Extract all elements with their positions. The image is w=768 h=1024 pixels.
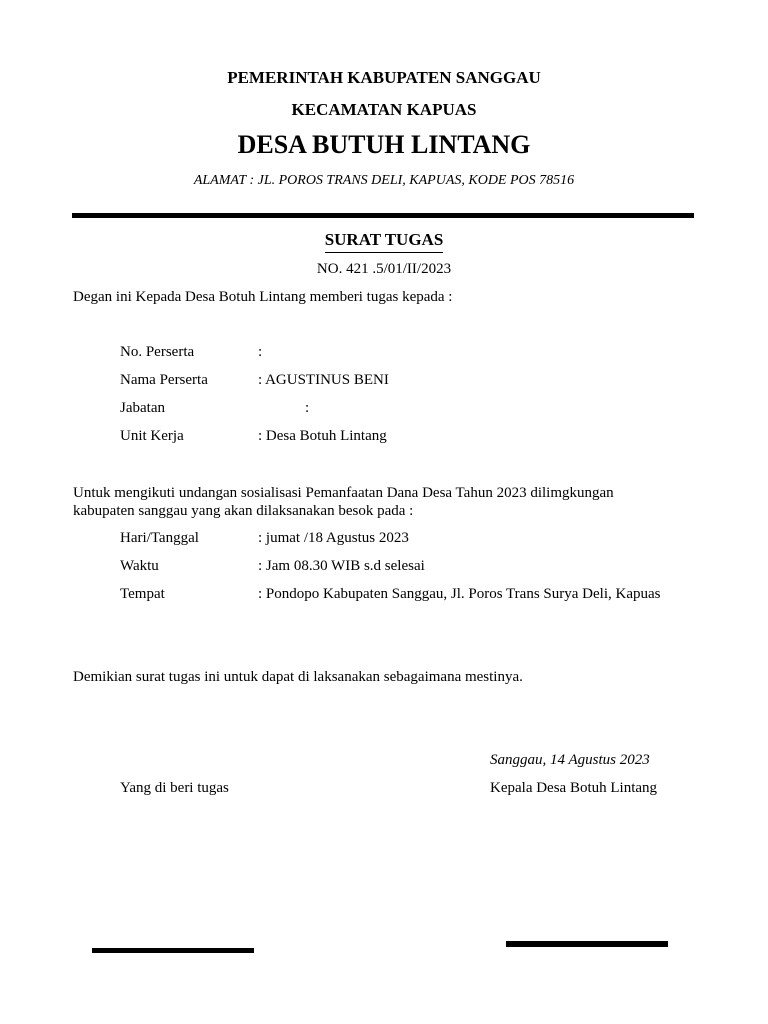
letter-title-wrap bbox=[0, 230, 768, 253]
time-label: Waktu bbox=[120, 558, 159, 574]
closing-text: Demikian surat tugas ini untuk dapat di laksanakan sebagaimana mestinya. bbox=[73, 669, 523, 685]
time-value: : Jam 08.30 WIB s.d selesai bbox=[258, 558, 425, 574]
village-head-label: Kepala Desa Botuh Lintang bbox=[490, 780, 658, 796]
recipient-label: Yang di beri tugas bbox=[120, 780, 229, 796]
recipient-signature-line bbox=[92, 948, 254, 953]
village-title: DESA BUTUH LINTANG bbox=[237, 130, 531, 159]
village-head-signature-line bbox=[506, 941, 668, 947]
work-unit-value: : Desa Botuh Lintang bbox=[258, 428, 387, 444]
place-label: Tempat bbox=[120, 586, 165, 602]
work-unit-label: Unit Kerja bbox=[120, 428, 184, 444]
participant-name-label: Nama Perserta bbox=[120, 372, 208, 388]
address-line: ALAMAT : JL. POROS TRANS DELI, KAPUAS, KODE POS 78516 bbox=[193, 173, 575, 188]
letter-number: NO. 421 .5/01/II/2023 bbox=[316, 261, 452, 277]
signature-date: Sanggau, 14 Agustus 2023 bbox=[490, 752, 650, 768]
participant-number-label: No. Perserta bbox=[120, 344, 195, 360]
government-header: PEMERINTAH KABUPATEN SANGGAU bbox=[227, 68, 541, 87]
position-label: Jabatan bbox=[120, 400, 165, 416]
letter-title: SURAT TUGAS bbox=[325, 230, 444, 253]
purpose-line-1: Untuk mengikuti undangan sosialisasi Pemanfaatan Dana Desa Tahun 2023 dilimgkungan bbox=[73, 485, 614, 501]
participant-number-value: : bbox=[258, 344, 263, 360]
district-header: KECAMATAN KAPUAS bbox=[291, 100, 477, 119]
place-value: : Pondopo Kabupaten Sanggau, Jl. Poros Trans Surya Deli, Kapuas bbox=[258, 586, 661, 602]
letterhead-divider bbox=[72, 213, 694, 218]
intro-text: Degan ini Kepada Desa Botuh Lintang memberi tugas kepada : bbox=[73, 289, 453, 305]
date-label: Hari/Tanggal bbox=[120, 530, 199, 546]
position-value: : bbox=[305, 400, 310, 416]
date-value: : jumat /18 Agustus 2023 bbox=[258, 530, 409, 546]
purpose-line-2: kabupaten sanggau yang akan dilaksanakan besok pada : bbox=[73, 503, 414, 519]
purpose-paragraph bbox=[73, 484, 614, 520]
participant-name-value: : AGUSTINUS BENI bbox=[258, 372, 389, 388]
